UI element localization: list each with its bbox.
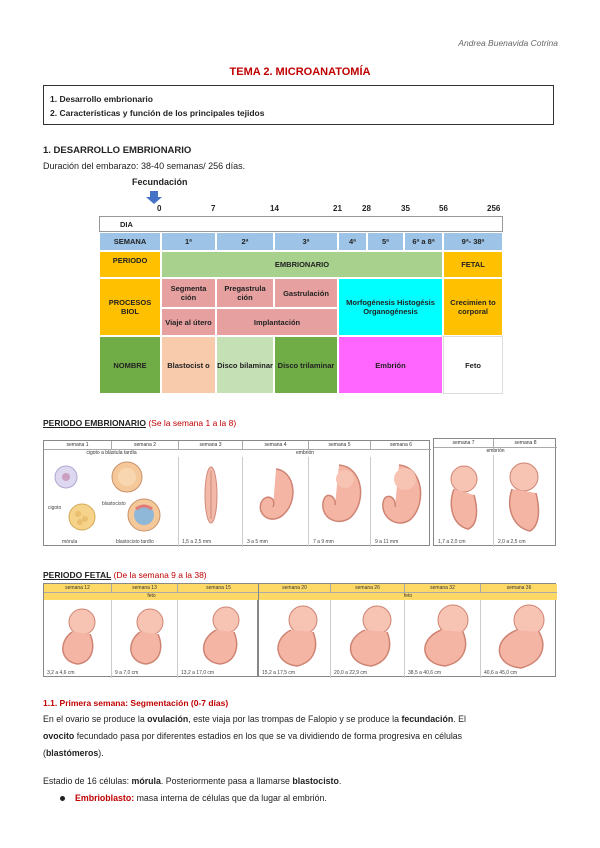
pregastrulacion-cell: Pregastrula ción [216,278,274,308]
size-label: 7 a 9 mm [313,539,334,545]
fetal-panel-right [258,583,556,677]
fetal-heading: PERIODO FETAL (De la semana 9 a la 38) [43,570,207,580]
week-1: 1ª [161,232,216,251]
day-256: 256 [487,204,501,213]
embryo-week3-illustration [179,457,243,547]
size-label: 40,6 a 45,0 cm [484,670,518,676]
day-7: 7 [211,204,216,213]
fetal-panel-left [43,583,258,677]
cigoto-label: cigoto [48,505,62,511]
dia-row: DIA [99,216,503,232]
fetus-frame [178,600,259,678]
bullet-dot-icon [60,796,65,801]
toc-box [43,85,554,125]
day-56: 56 [439,204,448,213]
day-35: 35 [401,204,410,213]
week-label: semana 2 [112,441,179,449]
size-label: 9 a 7,0 cm [115,670,139,676]
day-28: 28 [362,204,371,213]
viaje-cell: Viaje al útero [161,308,216,336]
day-0: 0 [157,204,162,213]
week-6-8: 6ª a 8ª [404,232,443,251]
early-stages-frame [44,457,179,547]
periodo-embrionario: EMBRIONARIO [161,251,443,278]
size-label: 15,2 a 17,5 cm [262,670,296,676]
week-label: semana 20 [259,584,331,592]
stage-label: embrión [179,449,431,457]
week7-frame [434,455,494,547]
week-label: semana 26 [331,584,405,592]
embrion-cell: Embrión [338,336,443,394]
periodo-fetal: FETAL [443,251,503,278]
disco-trilaminar-cell: Disco trilaminar [274,336,338,394]
size-label: 38,5 a 40,6 cm [408,670,442,676]
size-label: 3,2 a 4,6 cm [47,670,75,676]
disco-bilaminar-cell: Disco bilaminar [216,336,274,394]
stage-label: cigoto a blástula tardía [44,449,179,457]
embryonic-heading: PERIODO EMBRIONARIO (Se la semana 1 a la 8) [43,418,237,428]
embryo-week5-illustration [309,457,371,547]
week-5: 5ª [367,232,404,251]
fetus-week15-illustration [178,600,259,678]
fetus-frame [259,600,331,678]
toc-item-1: 1. Desarrollo embrionario [50,94,153,104]
week-label: semana 7 [434,439,494,447]
blastocisto-tardio-label: blastocisto tardío [116,539,154,545]
fetus-frame [331,600,405,678]
paragraph: Estadio de 16 células: mórula. Posteriormente pasa a llamarse blastocisto. [43,776,342,786]
week-label: semana 15 [178,584,259,592]
fetus-week36-illustration [481,600,557,678]
development-timeline [99,204,503,394]
week8-frame [494,455,557,547]
size-label: 9 a 11 mm [375,539,399,545]
fetus-week26-illustration [331,600,405,678]
embryonic-panel-right [433,438,556,546]
week-label: semana 3 [179,441,243,449]
fetus-week20-illustration [259,600,331,678]
embryo-week8-illustration [494,455,557,547]
day-21: 21 [333,204,342,213]
week-2: 2ª [216,232,274,251]
size-label: 2,0 a 2,5 cm [498,539,526,545]
week-9-38: 9ª- 38ª [443,232,503,251]
segmentacion-cell: Segmenta ción [161,278,216,308]
week-4: 4ª [338,232,367,251]
stage-label: feto [259,592,557,600]
week-label: semana 36 [481,584,557,592]
week-label: semana 5 [309,441,371,449]
week-label: semana 1 [44,441,112,449]
feto-cell: Feto [443,336,503,394]
nombre-label: NOMBRE [99,336,161,394]
embryonic-panel-left [43,440,430,546]
fecundacion-label: Fecundación [132,177,188,187]
fetus-frame [112,600,178,678]
morula-label: mórula [62,539,78,545]
week4-frame [243,457,309,547]
paragraph: En el ovario se produce la ovulación, este viaja por las trompas de Falopio y se produce la fecundación. El ovocito fecundado pasa por diferentes estadios en los que se va dividiendo de forma progresiva en células (blastómeros). [43,714,466,758]
implantacion-cell: Implantación [216,308,338,336]
size-label: 1,7 a 2,0 cm [438,539,466,545]
fetus-frame [481,600,557,678]
fetus-frame [44,600,112,678]
size-label: 20,0 a 22,9 cm [334,670,368,676]
blastocisto-cell: Blastocist o [161,336,216,394]
week-label: semana 12 [44,584,112,592]
week-label: semana 6 [390,442,412,448]
procesos-label: PROCESOS BIOL [99,278,161,336]
gastrulacion-cell: Gastrulación [274,278,338,308]
week-3: 3ª [274,232,338,251]
fetus-week13-illustration [112,600,178,678]
page-title: TEMA 2. MICROANATOMÍA [229,66,371,78]
week-label: semana 32 [405,584,481,592]
week5-frame [309,457,371,547]
fetus-week12-illustration [44,600,112,678]
crecimiento-cell: Crecimien to corporal [443,278,503,336]
periodo-label: PERIODO [99,251,161,278]
stage-label: feto [44,592,259,600]
fetus-week32-illustration [405,600,481,678]
section-heading: 1. DESARROLLO EMBRIONARIO [43,145,192,156]
subsection-heading: 1.1. Primera semana: Segmentación (0-7 días) [43,698,229,708]
week6-frame [371,457,431,547]
bullet-item: Embrioblasto: masa interna de células que da lugar al embrión. [60,790,556,807]
author-name: Andrea Buenavida Cotrina [458,38,558,48]
size-label: 1,5 a 2,5 mm [182,539,212,545]
week3-frame [179,457,243,547]
semana-label: SEMANA [99,232,161,251]
size-label: 13,2 a 17,0 cm [181,670,215,676]
duration-text: Duración del embarazo: 38-40 semanas/ 256 días. [43,161,246,171]
down-arrow-icon [146,191,162,204]
week-label: semana 13 [112,584,178,592]
week-label: semana 8 [514,440,537,446]
week-label: semana 4 [243,441,309,449]
fetus-frame [405,600,481,678]
day-14: 14 [270,204,279,213]
blastocisto-label: blastocisto [102,501,126,507]
morfogenesis-cell: Morfogénesis Histogésis Organogénesis [338,278,443,336]
embryo-week4-illustration [243,457,309,547]
embryo-week7-illustration [434,455,494,547]
toc-item-2: 2. Características y función de los principales tejidos [50,108,265,118]
embryo-week6-illustration [371,457,431,547]
stage-label: embrión [434,447,557,455]
size-label: 3 a 5 mm [247,539,268,545]
